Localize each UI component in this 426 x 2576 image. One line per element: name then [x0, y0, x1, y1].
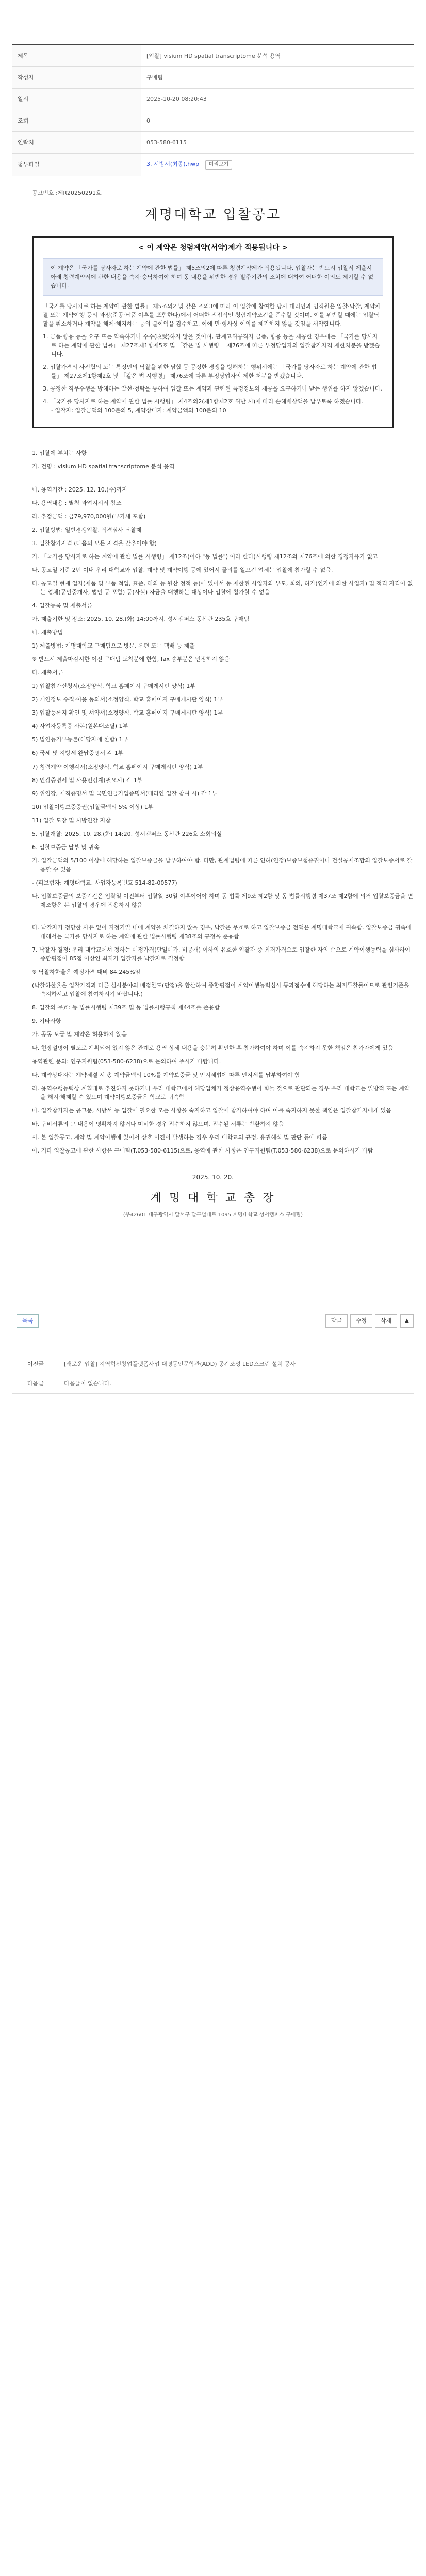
section-line: 7. 낙찰자 결정: 우리 대학교에서 정하는 예정가격(단일예가, 비공개) 이하의 유효한 입찰자 중 최저가격으로 입찰한 자의 순으로 계약이행능력을 심사하여 종합평점이 85점 이상인 최저가 입찰자를 낙찰자로 결정함: [32, 946, 411, 962]
notice-paragraph: 「국가를 당사자로 하는 계약에 관한 법률」 제5조의2 및 같은 조의3에 따라 이 입찰에 참여한 당사 대리인과 임직원은 입찰·낙찰, 계약체결 또는 계약이행 등의 과정(준공·납품 이후를 포함한다)에서 어떠한 직접적인 청렴계약조건을 준수할 것이며, 이를 위반할 때에는 입찰낙찰을 취소하거나 계약을 해제·해지하는 등의 불이익을 감수하고, 이에 민·형사상 이의를 제기하지 않을 것임을 서약합니다.: [43, 302, 381, 327]
section-line: 3) 입찰등록지 확인 및 서약서(소정양식, 학교 홈페이지 구매게시판 양식) 1부: [32, 709, 223, 717]
section-line: 나. 입찰보증금의 보증기간은 입찰일 이전부터 입찰일 30일 이후이어야 하며 동 법률 제9조 제2항 및 동 법률시행령 제37조 제2항에 의거 입찰보증금을 면제조항은 본 입찰의 경우에 적용하지 않음: [32, 892, 413, 909]
notice-item: 3. 공정한 직무수행을 방해하는 알선·청탁을 통하여 입찰 또는 계약과 관련된 특정정보의 제공을 요구하거나 받는 행위를 하지 않겠습니다.: [43, 385, 382, 393]
meta-label: 조회: [12, 110, 141, 132]
section-line: 가. 제출기한 및 장소: 2025. 10. 28.(화) 14:00까지, 성서캠퍼스 동산관 235호 구매팀: [32, 615, 250, 622]
section-line: 10) 입찰이행보증증권(입찰금액의 5% 이상) 1부: [32, 803, 154, 810]
section-line: 라. 용역수행능력상 계획대로 추진하지 못하거나 우리 대학교에서 해당업체가 정상용역수행이 힘들 것으로 판단되는 경우 우리 대학교는 일방적 또는 계약을 해지·해제할 수 있으며 계약이행보증금은 학교로 귀속함: [32, 1084, 410, 1100]
section-line: 1) 제출방법: 계명대학교 구매팀으로 방문, 우편 또는 택배 등 제출: [32, 642, 195, 650]
announcement-document: [12, 189, 414, 1219]
section-line: 다. 낙찰자가 정당한 사유 없이 지정기일 내에 계약을 체결하지 않을 경우, 낙찰은 무효로 하고 입찰보증금 전액은 계명대학교에 귀속함. 입찰보증금 귀속에 대해서는 국가를 당사자로 하는 계약에 관한 법률시행령 제38조의 규정을 준용함: [32, 924, 412, 940]
section-line: 9) 위임장, 재직증명서 및 국민연금가입증명서(대리인 입찰 참여 시) 각 1부: [32, 790, 218, 797]
notice-item: 1. 금품·향응 등을 요구 또는 약속하거나 수수(收受)하지 않을 것이며, 관계고위공직자 금품, 향응 등을 제공한 경우에는 「국가를 당사자로 하는 계약에 관한 법률」 제27조제1항제5호 및 「같은 법 시행령」 제76조에 따른 부정당업자의 입찰참가자격 제한처분을 받겠습니다.: [43, 333, 380, 358]
section-line: 마. 입찰참가자는 공고문, 시방서 등 입찰에 필요한 모든 사항을 숙지하고 입찰에 참가하여야 하며 이를 숙지하지 못한 책임은 입찰참가자에게 있음: [32, 1107, 391, 1114]
meta-row-contact: [12, 132, 414, 154]
meta-label: 연락처: [12, 132, 141, 154]
announcement-date: 2025. 10. 20.: [192, 1173, 234, 1181]
section-line: 3. 입찰참가자격 (다음의 모든 자격을 갖추어야 함): [32, 539, 157, 547]
section-line: 4) 사업자등록증 사본(원본대조필) 1부: [32, 723, 128, 730]
section-line: 가. 입찰금액의 5/100 이상에 해당하는 입찰보증금을 납부하여야 함. 다만, 관계법령에 따른 인허(인정)보증보험증권이나 건설공제조합의 입찰보증서로 갈음할 수 있음: [32, 857, 413, 873]
notice-item: 4. 「국가를 당사자로 하는 계약에 관한 법률 시행령」 제4조의2(제1항제2호 위반 시)에 따라 손해배상액을 납부토록 하겠습니다. - 입찰자: 입찰금액의 100분의 5, 계약상대자: 계약금액의 100분의 10: [43, 398, 363, 414]
list-button[interactable]: 목록: [17, 1314, 39, 1328]
notice-item: 2. 입찰가격의 사전협의 또는 특정인의 낙찰을 위한 담합 등 공정한 경쟁을 방해하는 행위시에는 「국가를 당사자로 하는 계약에 관한 법률」 제27조제1항제2호 및 「같은 법 시행령」 제76조에 따른 부정당업자의 제한 처분을 받겠습니다.: [43, 364, 377, 380]
meta-row-title: [12, 45, 414, 67]
section-line: 나. 용역기간 : 2025. 12. 10.(수)까지: [32, 486, 127, 493]
section-line: 다. 제출서류: [32, 669, 63, 676]
meta-row-views: [12, 110, 414, 132]
prev-label: 이전글: [12, 1354, 59, 1374]
notice-highlight: 이 계약은 「국가를 당사자로 하는 계약에 관한 법률」 제5조의2에 따른 청렴계약제가 적용됩니다. 입찰자는 반드시 입찰서 제출시 아래 청렴계약서에 관한 내용을 숙지·승낙하여야 하며 동 내용을 위반한 경우 발주기관의 조치에 대하여 어떠한 이의도 제기할 수 없습니다.: [43, 258, 383, 296]
section-line: 8. 입찰의 무효: 동 법률시행령 제39조 및 동 법률시행규칙 제44조를 준용함: [32, 1004, 220, 1011]
action-bar: [12, 1307, 414, 1335]
section-line: 9. 기타사항: [32, 1018, 61, 1025]
post-author: 구매팀: [141, 67, 414, 89]
section-line: 4. 입찰등록 및 제출서류: [32, 602, 92, 609]
section-line: ※ 반드시 제출마감시한 이전 구매팀 도착분에 한함, fax 송부분은 인정하지 않음: [32, 656, 230, 663]
post-title: [입찰] visium HD spatial transcriptome 분석 용역: [141, 45, 414, 67]
section-line: 사. 본 입찰공고, 계약 및 계약이행에 있어서 상호 이견이 발생하는 경우 우리 대학교의 규정, 유권해석 및 판단 등에 따름: [32, 1133, 327, 1141]
notice-body: [43, 302, 383, 415]
reply-button[interactable]: 답글: [325, 1314, 348, 1328]
section-line: 나. 공고일 기준 2년 이내 우리 대학교와 입찰, 계약 및 계약이행 등에 있어서 물의를 일으킨 업체는 입찰에 참가할 수 없음.: [32, 566, 333, 573]
post-date: 2025-10-20 08:20:43: [141, 89, 414, 110]
section-line: 다. 공고일 현재 업자(제품 및 부품 적입, 표준, 해외 등 원산 정적 등)에 있어서 동 제한된 사업자와 부도, 회의, 허가(인가에 의한 사업자) 및 적격 자격이 없는 업체(공인중개사, 법인 등 포함) 등(사실) 자금을 대행하는 대상이나 입찰에 참가할 수 없음: [32, 580, 413, 596]
section-line: 다. 계약상대자는 계약체결 시 총 계약금액의 10%를 계약보증금 및 인지세법에 따른 인지세를 납부하여야 함: [32, 1071, 300, 1078]
attachment-link[interactable]: 3. 시방서(최종).hwp: [146, 161, 200, 168]
section-line: 아. 기타 입찰공고에 관한 사항은 구매팀(T.053-580-6115)으로, 용역에 관한 사항은 연구지원팀(T.053-580-6238)으로 문의하시기 바람: [32, 1147, 373, 1154]
section-line: 6. 입찰보증금 납부 및 귀속: [32, 843, 100, 851]
prev-post-link[interactable]: [새로운 입찰] 지역혁신창업플랫폼사업 대명동인문학관(ADD) 공간조성 LED스크린 설치 공사: [59, 1354, 414, 1374]
signer-address: (우42601 대구광역시 달서구 달구벌대로 1095 계명대학교 성서캠퍼스 구매팀): [123, 1212, 303, 1218]
post-views: 0: [141, 110, 414, 132]
meta-row-date: [12, 89, 414, 110]
section-line: 가. 「국가를 당사자로 하는 계약에 관한 법률 시행령」 제12조(이하 "동 법률") 이라 한다)시행령 제12조와 제76조에 의한 경쟁자유가 없고: [32, 553, 378, 560]
section-line: 2) 개인정보 수집·이용 동의서(소정양식, 학교 홈페이지 구매게시판 양식) 1부: [32, 696, 223, 703]
section-line: 가. 건명 : visium HD spatial transcriptome 분석 용역: [32, 463, 175, 470]
next-label: 다음글: [12, 1374, 59, 1394]
section-line: 용역관련 문의: 연구지원팀(053-580-6238)으로 문의하여 주시기 바랍니다.: [32, 1058, 221, 1065]
preview-button[interactable]: 미리보기: [205, 160, 233, 170]
section-line: 5) 법인등기부등본(해당자에 한함) 1부: [32, 736, 128, 743]
blank-area: [12, 1394, 414, 2576]
next-post-text: 다음글이 없습니다.: [59, 1374, 414, 1394]
meta-row-attachment: [12, 154, 414, 176]
section-line: 가. 공동 도급 및 계약은 허용하지 않음: [32, 1031, 127, 1038]
next-post-row: [12, 1374, 414, 1394]
post-navigation: [12, 1354, 414, 1394]
meta-label: 작성자: [12, 67, 141, 89]
post-meta-table: [12, 44, 414, 176]
doc-number: 공고번호 :제R20250291호: [32, 189, 102, 196]
section-line: 11) 입찰 도장 및 시방인감 지참: [32, 817, 111, 824]
section-line: 나. 제출방법: [32, 629, 63, 636]
prev-post-row[interactable]: [12, 1354, 414, 1374]
post-contact: 053-580-6115: [141, 132, 414, 154]
meta-label: 제목: [12, 45, 141, 67]
attachment-cell: [141, 154, 414, 176]
signer: 계 명 대 학 교 총 장: [150, 1191, 276, 1205]
meta-label: 첨부파일: [12, 154, 141, 176]
section-line: 5. 입찰개찰: 2025. 10. 28.(화) 14:20, 성서캠퍼스 동산관 226호 소회의실: [32, 830, 222, 837]
announcement-sections: [12, 449, 414, 1155]
section-line: 7) 청렴계약 이행각서(소정양식, 학교 홈페이지 구매게시판 양식) 1부: [32, 763, 203, 770]
notice-title: < 이 계약은 청렴계약(서약)제가 적용됩니다 >: [138, 244, 288, 252]
doc-title: 계명대학교 입찰공고: [144, 207, 282, 223]
section-line: 2. 입찰방법: 일반경쟁입찰, 적격심사 낙찰제: [32, 526, 142, 533]
section-line: 다. 용역내용 : 별첨 과업지시서 참조: [32, 499, 122, 506]
section-line: 라. 추정금액 : 금79,970,000원(부가세 포함): [32, 513, 146, 520]
integrity-notice: [32, 236, 394, 428]
section-line: [32, 914, 414, 923]
meta-row-author: [12, 67, 414, 89]
section-line: 8) 인감증명서 및 사용인감계(필요시) 각 1부: [32, 776, 143, 784]
section-line: 바. 구비서류의 그 내용이 명확하지 않거나 미비한 경우 접수하지 않으며, 접수된 서류는 반환하지 않음: [32, 1120, 284, 1127]
section-line: 1. 입찰에 부치는 사항: [32, 450, 87, 457]
edit-button[interactable]: 수정: [350, 1314, 372, 1328]
section-line: 1) 입찰참가신청서(소정양식, 학교 홈페이지 구매게시판 양식) 1부: [32, 683, 195, 690]
section-line: (낙찰하한율은 입찰가격과 다른 심사분야의 배점한도(만점)을 합산하여 종합평점이 계약이행능력심사 통과점수에 해당하는 최저투찰률이므로 관련기준을 숙지하시고 입찰에 참여하시기 바랍니다.): [32, 982, 409, 998]
section-line: - (피보험자: 계명대학교, 사업자등록번호 514-82-00577): [32, 879, 177, 886]
delete-button[interactable]: 삭제: [375, 1314, 397, 1328]
section-line: 6) 국세 및 지방세 완납증명서 각 1부: [32, 750, 124, 757]
section-line: [32, 476, 414, 485]
section-line: ※ 낙찰하한율은 예정가격 대비 84.245%임: [32, 969, 141, 976]
meta-label: 일시: [12, 89, 141, 110]
scroll-top-icon[interactable]: ▲: [400, 1314, 414, 1328]
section-line: 나. 현장설명이 별도로 계획되어 있지 않은 관계로 용역 상세 내용을 충분히 확인한 후 참가하여야 하며 이를 숙지하지 못한 책임은 참가자에게 있음: [32, 1044, 394, 1052]
